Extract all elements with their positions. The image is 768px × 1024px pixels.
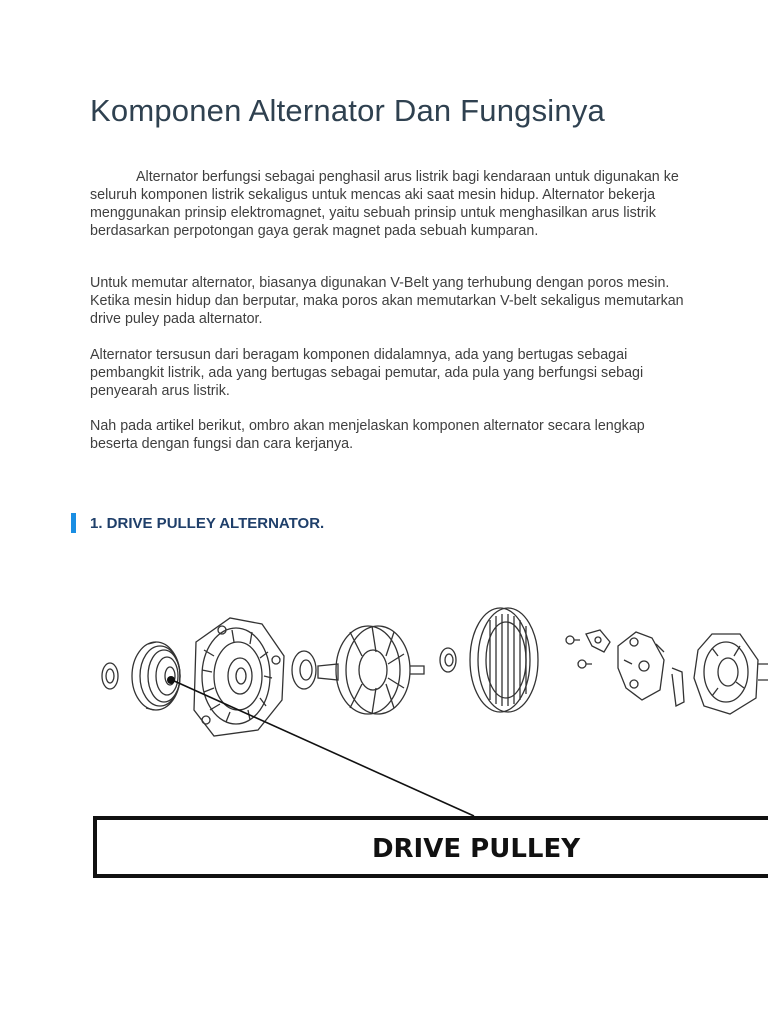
drive-pulley-caption: DRIVE PULLEY	[371, 834, 581, 864]
front-bearing-part	[292, 651, 316, 689]
front-housing-part	[194, 618, 284, 736]
page-title: Komponen Alternator Dan Fungsinya	[90, 93, 605, 128]
section-accent-bar	[71, 513, 76, 533]
pulley-nut-part	[102, 663, 118, 689]
drive-pulley-callout	[95, 818, 768, 876]
rectifier-part	[618, 632, 684, 706]
rear-housing-part	[694, 634, 768, 714]
section-heading: 1. DRIVE PULLEY ALTERNATOR.	[90, 515, 325, 532]
rotor-part	[318, 626, 424, 714]
paragraph-v-belt: Untuk memutar alternator, biasanya digunakan V-Belt yang terhubung dengan poros mesin. Ketika mesin hidup dan berputar, maka poros akan memutarkan V-belt sekaligus memutarkan drive puley pada alternator.	[90, 275, 684, 327]
leader-line	[172, 680, 474, 816]
rear-bearing-part	[440, 648, 456, 672]
paragraph-outro: Nah pada artikel berikut, ombro akan menjelaskan komponen alternator secara lengkap beserta dengan fungsi dan cara kerjanya.	[90, 418, 645, 452]
alternator-exploded-diagram	[0, 560, 768, 900]
paragraph-components: Alternator tersusun dari beragam komponen didalamnya, ada yang bertugas sebagai pembangkit listrik, ada yang bertugas sebagai pemutar, ada pula yang berfungsi sebagi penyearah arus listrik.	[90, 347, 644, 399]
stator-part	[470, 608, 538, 712]
leader-dot	[167, 676, 175, 684]
paragraph-intro: Alternator berfungsi sebagai penghasil arus listrik bagi kendaraan untuk digunakan ke seluruh komponen listrik sekaligus untuk mencas aki saat mesin hidup. Alternator bekerja menggunakan prinsip elektromagnet, yaitu sebuah prinsip untuk menghasilkan arus listrik berdasarkan perpotongan gaya gerak magnet pada sebuah kumparan.	[90, 169, 679, 239]
drive-pulley-part	[132, 642, 180, 710]
terminal-bracket-part	[566, 630, 610, 668]
